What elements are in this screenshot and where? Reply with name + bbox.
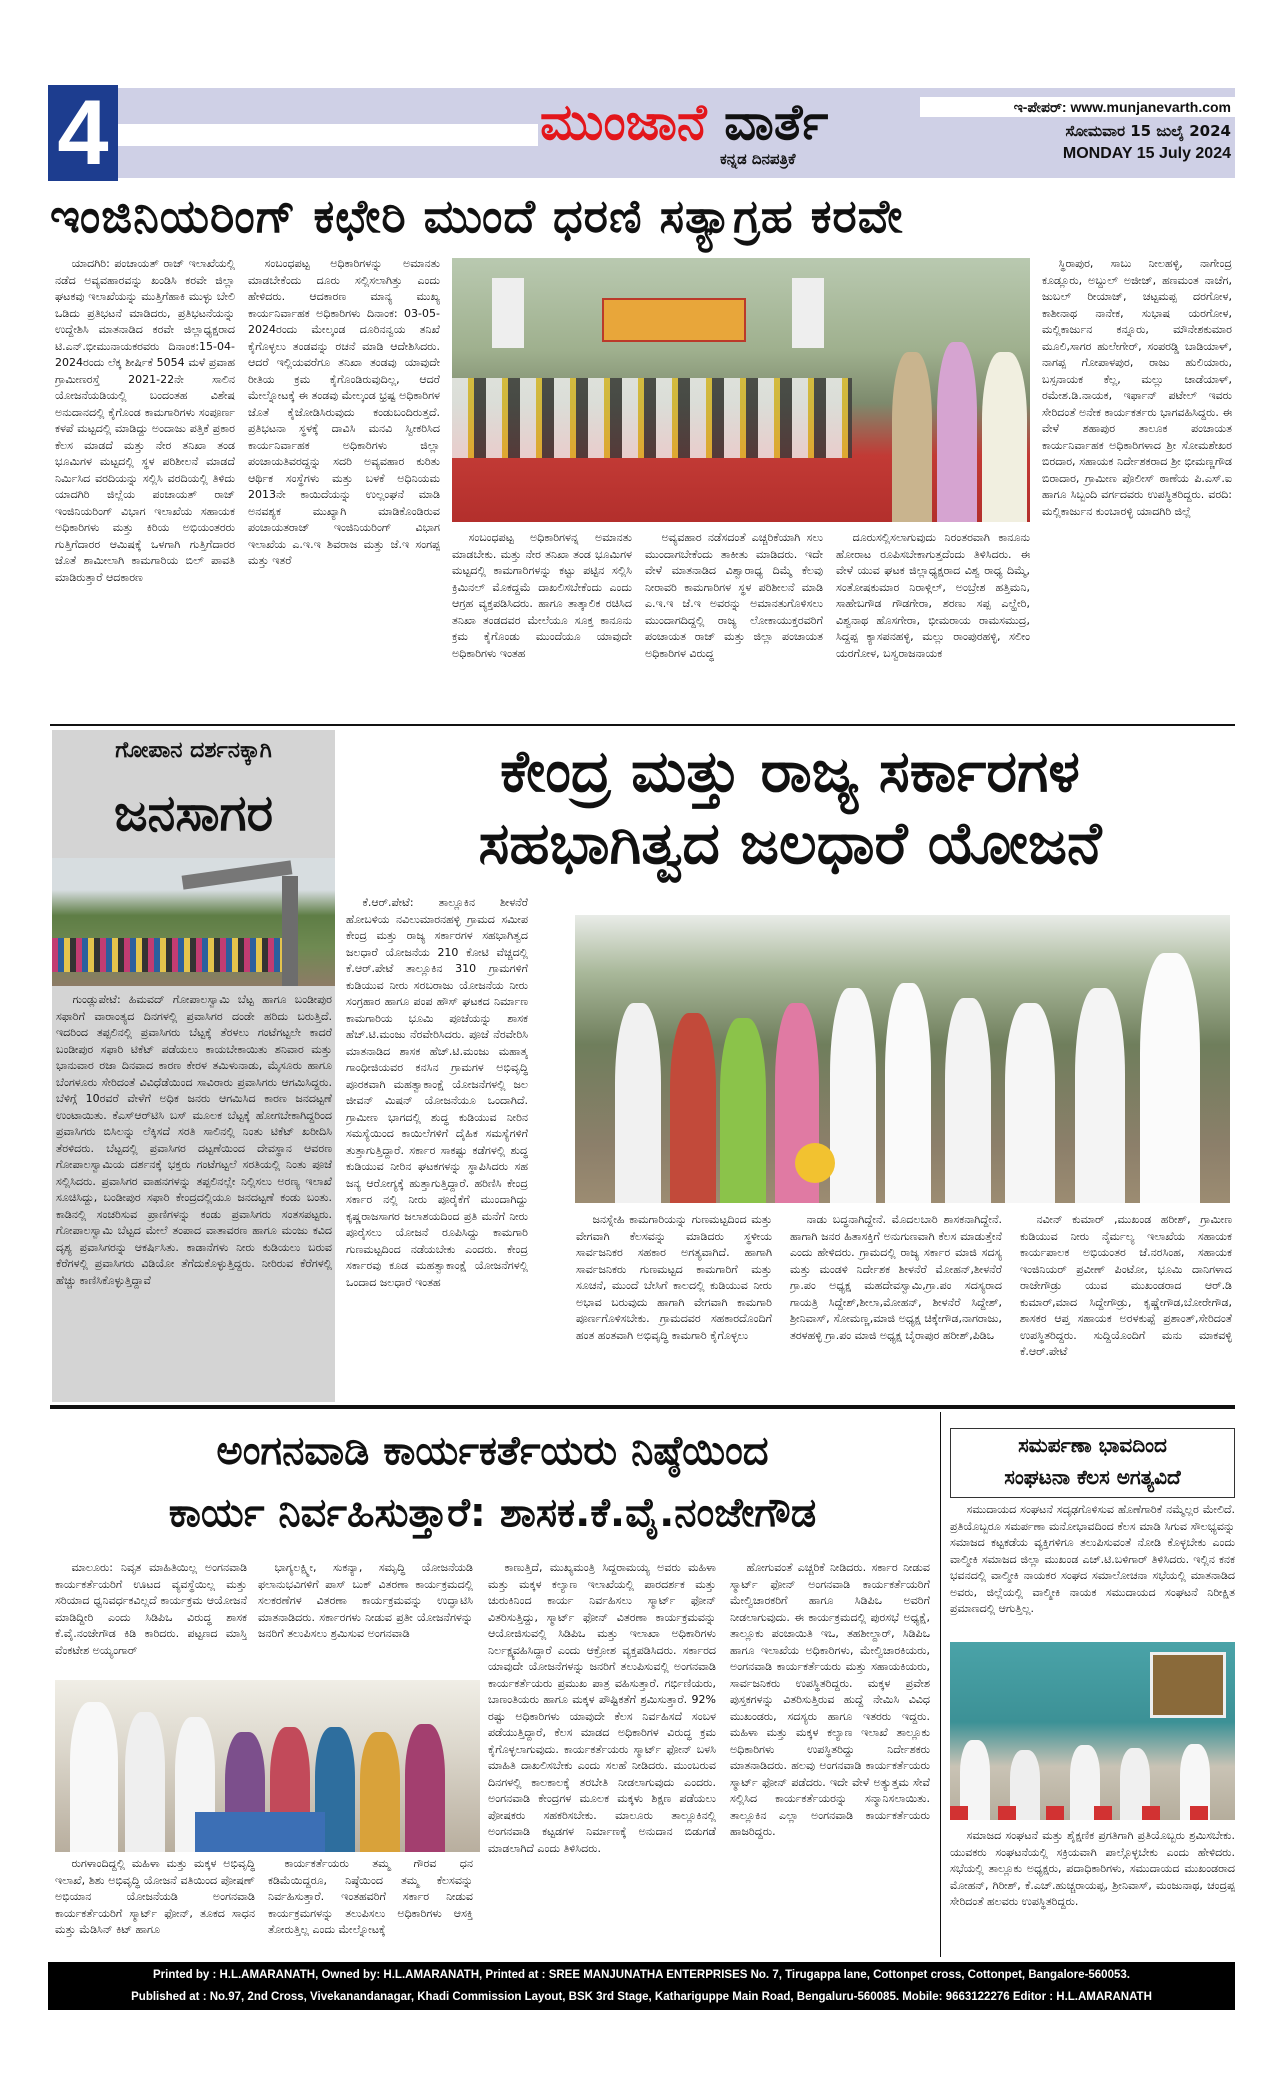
imprint-line1: Printed by : H.L.AMARANATH, Owned by: H.L.AMARANATH, Printed at : SREE MANJUNATHA ENTERPRISES No. 7, Tirugappa lane, Cottonpet cross, Cottonpet, Bangalore-560053. xyxy=(153,1969,1130,1981)
story1-column: ಅವ್ಯವಹಾರ ನಡೆಸದಂತೆ ಎಚ್ಚರಿಕೆಯಾಗಿ ಸಲು ಮುಂದಾಗಬೇಕೆಂದು ತಾಕೀತು ಮಾಡಿದರು. ಇದೇ ವೇಳೆ ಮಾತನಾಡಿದ ವಿಶ್ವಾರಾಧ್ಯ ದಿಮ್ಮೆ ಕೆಲವು ನೀರಾವರಿ ಕಾಮಗಾರಿಗಳ ಸ್ಥಳ ಪರಿಶೀಲನೆ ಮಾಡಿ ಎ.ಇ.ಇ ಜೆ.ಇ ಅವರನ್ನು ಅಮಾನತುಗೊಳಿಸಲು ಮುಂದಾಗದಿದ್ದಲ್ಲಿ ರಾಜ್ಯ ಲೋಕಾಯುಕ್ತರವರಿಗೆ ಪಂಚಾಯತ ರಾಜ್ ಮತ್ತು ಜಿಲ್ಲಾ ಪಂಚಾಯತ ಅಧಿಕಾರಿಗಳ ವಿರುದ್ಧ xyxy=(645,531,823,660)
person xyxy=(720,1018,766,1203)
page-number: 4 xyxy=(48,85,118,181)
person xyxy=(70,1702,118,1852)
protest-photo xyxy=(452,258,1030,522)
story4-column: ಮಾಲೂರು: ನಿವೃತ ಮಾಹಿತಿಯಿಲ್ಲ ಅಂಗನವಾಡಿ ಕಾರ್ಯಕರ್ತೆಯರಿಗೆ ಊಟದ ವ್ಯವಸ್ಥೆಯಿಲ್ಲ ಮತ್ತು ಸರಿಯಾದ ಧ್ವನಿವರ್ಧಕವಿಲ್ಲದೆ ಕಾರ್ಯಕ್ರಮ ಆಯೋಜನೆ ಮಾಡಿದ್ದೀರಿ ಎಂದು ಸಿಡಿಪಿಒ ವಿರುದ್ಧ ಶಾಸಕ ಕೆ.ವೈ.ನಂಜೇಗೌಡ ಕಿಡಿ ಕಾರಿದರು. ಪಟ್ಟಣದ ಮಾಸ್ತಿ ವೆಂಕಟೇಶ ಅಯ್ಯಂಗಾರ್ xyxy=(55,1561,247,1657)
person xyxy=(615,1003,661,1203)
person xyxy=(945,998,991,1203)
story4-column: ಕಾಣುತ್ತಿದೆ, ಮುಖ್ಯಮಂತ್ರಿ ಸಿದ್ದರಾಮಯ್ಯ ಅವರು ಮಹಿಳಾ ಮತ್ತು ಮಕ್ಕಳ ಕಲ್ಯಾಣ ಇಲಾಖೆಯಲ್ಲಿ ಪಾರದರ್ಶಕ ಮತ್ತು ಚುರುಕಿನಿಂದ ಕಾರ್ಯ ನಿರ್ವಹಿಸಲು ಸ್ಮಾರ್ಟ್ ಫೋನ್ ವಿತರಿಸುತ್ತಿದ್ದು, ಸ್ಮಾರ್ಟ್ ಫೋನ್ ವಿತರಣಾ ಕಾರ್ಯಕ್ರಮವನ್ನು ಆಯೋಜಿಸುವಲ್ಲಿ ಸಿಡಿಪಿಒ ಮತ್ತು ಇಲಾಖಾ ಅಧಿಕಾರಿಗಳು ನಿರ್ಲಕ್ಷ್ಯವಹಿಸಿದ್ದಾರೆ ಎಂದು ಆಕ್ರೋಶ ವ್ಯಕ್ತಪಡಿಸಿದರು. ಸರ್ಕಾರದ ಯಾವುದೇ ಯೋಜನೆಗಳನ್ನು ಜನರಿಗೆ ತಲುಪಿಸುವಲ್ಲಿ ಅಂಗನವಾಡಿ ಕಾರ್ಯಕರ್ತೆಯರು ಪ್ರಮುಖ ಪಾತ್ರ ವಹಿಸುತ್ತಾರೆ. ಗರ್ಭಿಣಿಯರು, ಬಾಣಂತಿಯರು ಹಾಗೂ ಮಕ್ಕಳ ಪೌಷ್ಟಿಕತೆಗೆ ಶ್ರಮಿಸುತ್ತಾರೆ. 92% ರಷ್ಟು ಅಧಿಕಾರಿಗಳು ಯಾವುದೇ ಕೆಲಸ ನಿರ್ವಹಿಸದೆ ಸಂಬಳ ಪಡೆಯುತ್ತಿದ್ದಾರೆ, ಕೆಲಸ ಮಾಡದ ಅಧಿಕಾರಿಗಳ ವಿರುದ್ಧ ಕ್ರಮ ಕೈಗೊಳ್ಳಲಾಗುವುದು. ಕಾರ್ಯಕರ್ತೆಯರು ಸ್ಮಾರ್ಟ್ ಫೋನ್ ಬಳಸಿ ಮಾಹಿತಿ ದಾಖಲಿಸಬೇಕು ಎಂದು ಸಲಹೆ ನೀಡಿದರು. ಮುಂಬರುವ ದಿನಗಳಲ್ಲಿ ಕಾಲಕಾಲಕ್ಕೆ ತರಬೇತಿ ನೀಡಲಾಗುವುದು ಎಂದರು. ಅಂಗನವಾಡಿ ಕೇಂದ್ರಗಳ ಮೂಲಕ ಮಕ್ಕಳು ಶಿಕ್ಷಣ ಪಡೆಯಲು ಪೋಷಕರು ಸಹಕರಿಸಬೇಕು. ಮಾಲೂರು ತಾಲ್ಲೂಕಿನಲ್ಲಿ ಅಂಗನವಾಡಿ ಕಟ್ಟಡಗಳ ನಿರ್ಮಾಣಕ್ಕೆ ಅನುದಾನ ಬಿಡುಗಡೆ ಮಾಡಲಾಗಿದೆ ಎಂದು ತಿಳಿಸಿದರು. xyxy=(488,1561,716,1855)
epaper-link[interactable]: ಇ-ಪೇಪರ್: www.munjanevarth.com xyxy=(920,97,1235,117)
story1-column: ದೂರುಸಲ್ಲಿಸಲಾಗುವುದು ನಿರಂತರವಾಗಿ ಕಾನೂನು ಹೋರಾಟ ರೂಪಿಸಬೇಕಾಗುತ್ತದೆಂದು ತಿಳಿಸಿದರು. ಈ ವೇಳೆ ಯುವ ಘಟಕ ಜಿಲ್ಲಾಧ್ಯಕ್ಷರಾದ ವಿಶ್ವ ರಾಧ್ಯ ದಿಮ್ಮೆ, ಸಂತೋಷಕುಮಾರ ನಿರಾಳ್ಗಿಲ್, ಅಂಬ್ರೇಶ ಹತ್ತಿಮನಿ, ಸಾಹೇಬಗೌಡ ಗೌಡಗೇರಾ, ಶರಣು ಸಪ್ಪ ಎಲ್ಹೇರಿ, ವಿಶ್ವನಾಥ ಹೊಸಗೇರಾ, ಭೀಮರಾಯ ರಾಮಸಮುದ್ರ, ಸಿದ್ದಪ್ಪ ಕ್ಯಾಸಪನಹಳ್ಳಿ, ಮಲ್ಲು ರಾಂಪುರಹಳ್ಳಿ, ಸಲೀಂ ಯರಗೋಳ, ಬಸ್ವರಾಜನಾಯಕ xyxy=(836,531,1030,660)
story1-column: ಸ್ಥಿರಾಪುರ, ಸಾಬು ನೀಲಹಳ್ಳಿ, ನಾಗೇಂದ್ರ ಕೂಡ್ಲೂರು, ಅಬ್ದುಲ್ ಅಜೀಜ್, ಹಣಮಂತ ನಾಚೆಗ, ಜುಬಲ್ ರೀಯಾಜ್, ಚಟ್ಟಮಪ್ಪ ದರಗೋಳ, ಕಾಶೀನಾಥ ನಾನೇಕ, ಸುಭಾಷ ಯರಗೋಳ, ಮಲ್ಲಿಕಾರ್ಜುನ ಕನ್ನೂರು, ಮೌನೇಶಕುಮಾರ ಮೂಲಿ,ಸಾಗರ ಹುಲೇಗೇರ್, ಸಂಪರಡ್ಡಿ ಬಾಡಿಯಾಳ್, ನಾಗಪ್ಪ ಗೋಪಾಳಪುರ, ರಾಜು ಹುಲಿಯಾರು, ಬಸ್ಸನಾಯಕ ಕೆಲ್ಲ, ಮಲ್ಲು ಚಾಡೆಯಾಳ್, ರಮೇಶ.ಡಿ.ನಾಯಕ, ಇರ್ಫಾನ್ ಪಟೇಲ್ ಇವರು ಸೇರಿದಂತೆ ಅನೇಕ ಕಾರ್ಯಕರ್ತರು ಭಾಗವಹಿಸಿದ್ದರು. ಈ ವೇಳೆ ಶಹಾಪುರ ತಾಲೂಕ ಪಂಚಾಯತ ಕಾರ್ಯನಿರ್ವಾಹಕ ಅಧಿಕಾರಿಗಳಾದ ಶ್ರೀ ಸೋಮಶೇಖರ ಬಿರದಾರ, ಸಹಾಯಕ ನಿರ್ದೇಶಕರಾದ ಶ್ರೀ ಭೀಮಣ್ಣಗೌಡ ಬಿರಾದಾರ, ಗ್ರಾಮೀಣ ಪೊಲೀಸ್ ಠಾಣೆಯ ಪಿ.ಎಸ್.ಐ ಹಾಗೂ ಸಿಬ್ಬಂದಿ ವರ್ಗದವರು ಉಪಸ್ಥಿತರಿದ್ದರು. ವರದಿ: ಮಲ್ಲಿಕಾರ್ಜುನ ಕುಂಬಾರಳ್ಳಿ ಯಾದಗಿರಿ ಜಿಲ್ಲೆ xyxy=(1042,257,1232,518)
window xyxy=(1150,1652,1226,1718)
headline-story3 xyxy=(345,735,1235,879)
person xyxy=(360,1732,400,1852)
story1-column: ಸಂಬಂಧಪಟ್ಟ ಅಧಿಕಾರಿಗಳನ್ನ ಅಮಾನತು ಮಾಡಬೇಕು. ಮತ್ತು ನೇರ ತನಿಖಾ ತಂಡ ಭೂಮಿಗಳ ಮಟ್ಟದಲ್ಲಿ ಕಾಮಗಾರಿಗಳನ್ನು ಕಟ್ಟು ಪಟ್ಟಿನ ಸಲ್ಲಿಸಿ ಕ್ರಿಮಿನಲ್ ಮೊಕದ್ದಮೆ ದಾಖಲಿಸಬೇಕೆಂದು ಎಂದು ಆಗ್ರಹ ವ್ಯಕ್ತಪಡಿಸಿದರು. ಹಾಗೂ ತಾತ್ಕಾಲಿಕ ರಚಿಸಿದ ತನಿಖಾ ತಂಡದವರ ಮೇಲೆಯೂ ಸೂಕ್ತ ಕಾನೂನು ಕ್ರಮ ಕೈಗೊಂಡು ಮುಂದೆಯೂ ಯಾವುದೇ ಅಧಿಕಾರಿಗಳು ಇಂತಹ xyxy=(452,531,632,660)
gate-pillar xyxy=(792,278,824,348)
story4-column: ಭಾಗ್ಯಲಕ್ಷ್ಮೀ, ಸುಕನ್ಯಾ, ಸಮೃದ್ಧಿ ಯೋಜನೆಯಡಿ ಫಲಾನುಭವಿಗಳಿಗೆ ಪಾಸ್ ಬುಕ್ ವಿತರಣಾ ಕಾರ್ಯಕ್ರಮದಲ್ಲಿ ಸಲಕರಣೆಗಳ ವಿತರಣಾ ಕಾರ್ಯಕ್ರಮವನ್ನು ಉದ್ಘಾಟಿಸಿ ಮಾತನಾಡಿದರು. ಸರ್ಕಾರಗಳು ನೀಡುವ ಪ್ರತೀ ಯೋಜನೆಗಳನ್ನು ಜನರಿಗೆ ತಲುಪಿಸಲು ಶ್ರಮಿಸುವ ಅಂಗನವಾಡಿ xyxy=(258,1561,473,1640)
story3-column: ನವೀನ್ ಕುಮಾರ್ ,ಮುಖಂಡ ಹರೀಶ್, ಗ್ರಾಮೀಣ ಕುಡಿಯುವ ನೀರು ನೈರ್ಮಲ್ಯ ಇಲಾಖೆಯ ಸಹಾಯಕ ಕಾರ್ಯಪಾಲಕ ಅಭಿಯಂತರ ಜೆ.ನರಸಿಂಹ, ಸಹಾಯಕ ಇಂಜಿನಿಯರ್ ಪ್ರವೀಣ್ ಪಿಂಟೋ, ಭೂಮಿ ದಾನಿಗಳಾದ ರಾಜೇಗೌಡ್ರು ಯುವ ಮುಖಂಡರಾದ ಆರ್.ಡಿ ಕುಮಾರ್,ಮಾದ ಸಿದ್ದೇಗೌಡ್ರು, ಕೃಷ್ಣೇಗೌಡ,ಬೋರೇಗೌಡ, ಶಾಸಕರ ಆಪ್ತ ಸಹಾಯಕ ಅರಳಕುಪ್ಪೆ ಪ್ರಶಾಂತ್,ಸೇರಿದಂತೆ ಉಪಸ್ಥಿತರಿದ್ದರು. ಸುದ್ದಿಯೊಂದಿಗೆ ಮನು ಮಾಕವಳ್ಳಿ ಕೆ.ಆರ್.ಪೇಟೆ xyxy=(1020,1213,1232,1358)
story4-column: ರುಗಳಾಂದಿದ್ದಲ್ಲಿ ಮಹಿಳಾ ಮತ್ತು ಮಕ್ಕಳ ಅಭಿವೃದ್ಧಿ ಇಲಾಖೆ, ಶಿಶು ಅಭಿವೃದ್ಧಿ ಯೋಜನೆ ವತಿಯಿಂದ ಪೋಷಣ್ ಅಭಿಯಾನ ಯೋಜನೆಯಡಿ ಅಂಗನವಾಡಿ ಕಾರ್ಯಕರ್ತೆಯರಿಗೆ ಸ್ಮಾರ್ಟ್ ಫೋನ್, ತೂಕದ ಸಾಧನ ಮತ್ತು ಮೆಡಿಸಿನ್ ಕಿಟ್ ಹಾಗೂ xyxy=(55,1857,255,1936)
headline-line1: ಸಮರ್ಪಣಾ ಭಾವದಿಂದ xyxy=(1018,1433,1167,1457)
chairs xyxy=(950,1806,1235,1820)
masthead-rule xyxy=(118,124,538,146)
headline-line2: ಸಹಭಾಗಿತ್ವದ ಜಲಧಾರೆ ಯೋಜನೆ xyxy=(478,809,1102,877)
person xyxy=(670,1013,716,1203)
story5-body-top: ಸಮುದಾಯದ ಸಂಘಟನೆ ಸದೃಢಗೊಳಿಸುವ ಹೊಣೆಗಾರಿಕೆ ನಮ್ಮೆಲ್ಲರ ಮೇಲಿದೆ. ಪ್ರತಿಯೊಬ್ಬರೂ ಸಮರ್ಪಣಾ ಮನೋಭಾವದಿಂದ ಕೆಲಸ ಮಾಡಿ ಸಿಗುವ ಸೌಲಭ್ಯವನ್ನು ಸಮಾಜದ ಕಟ್ಟಕಡೆಯ ವ್ಯಕ್ತಿಗಳಿಗೂ ತಲುಪಿಸುವಂತೆ ನೋಡಿ ಕೊಳ್ಳಬೇಕು ಎಂದು ವಾಲ್ಮೀಕಿ ಸಮಾಜದ ಜಿಲ್ಲಾ ಮುಖಂಡ ಎಚ್.ಟಿ.ಬಳಿಗಾರ್ ತಿಳಿಸಿದರು. ಇಲ್ಲಿನ ಕನಕ ಭವನದಲ್ಲಿ ವಾಲ್ಮೀಕಿ ನಾಯಕರ ಸಂಘದ ಸಮಾಲೋಚನಾ ಸಭೆಯಲ್ಲಿ ಮಾತನಾಡಿದ ಅವರು, ಜಿಲ್ಲೆಯಲ್ಲಿ ವಾಲ್ಮೀಕಿ ನಾಯಕ ಸಮುದಾಯದ ಸಂಘಟನೆ ನಿರೀಕ್ಷಿತ ಪ್ರಮಾಣದಲ್ಲಿ ಆಗುತ್ತಿಲ್ಲ. xyxy=(950,1503,1235,1615)
arch xyxy=(182,860,293,889)
standing-person xyxy=(982,352,1027,522)
story2-kicker: ಗೋಪಾನ ದರ್ಶನಕ್ಕಾಗಿ xyxy=(115,738,272,763)
headline-story5 xyxy=(950,1428,1235,1498)
story4-column: ಹೋಗುವಂತೆ ಎಚ್ಚರಿಕೆ ನೀಡಿದರು. ಸರ್ಕಾರ ನೀಡುವ ಸ್ಮಾರ್ಟ್ ಫೋನ್ ಅಂಗನವಾಡಿ ಕಾರ್ಯಕರ್ತೆಯರಿಗೆ ಮೇಲ್ವಿಚಾರಕರಿಗೆ ಹಾಗೂ ಸಿಡಿಪಿಒ ಅವರಿಗೆ ನೀಡಲಾಗುವುದು. ಈ ಕಾರ್ಯಕ್ರಮದಲ್ಲಿ ಪುರಸಭೆ ಅಧ್ಯಕ್ಷೆ, ತಾಲ್ಲೂಕು ಪಂಚಾಯಿತಿ ಇಒ, ತಹಶೀಲ್ದಾರ್, ಸಿಡಿಪಿಒ ಹಾಗೂ ಇಲಾಖೆಯ ಅಧಿಕಾರಿಗಳು, ಮೇಲ್ವಿಚಾರಕಿಯರು, ಅಂಗನವಾಡಿ ಕಾರ್ಯಕರ್ತೆಯರು ಮತ್ತು ಸಹಾಯಕಿಯರು, ಸಾರ್ವಜನಿಕರು ಉಪಸ್ಥಿತರಿದ್ದರು. ಮಕ್ಕಳ ಪ್ರವೇಶ ಪುಸ್ತಕಗಳನ್ನು ವಿತರಿಸುತ್ತಿರುವ ಹುದ್ದೆ ನೇಮಿಸಿ ವಿವಿಧ ಮುಖಂಡರು, ಸದಸ್ಯರು ಹಾಗೂ ಇತರರು ಇದ್ದರು. ಮಹಿಳಾ ಮತ್ತು ಮಕ್ಕಳ ಕಲ್ಯಾಣ ಇಲಾಖೆ ತಾಲ್ಲೂಕು ಅಧಿಕಾರಿಗಳು ಉಪಸ್ಥಿತರಿದ್ದು ನಿರ್ದೇಶಕರು ಮಾತನಾಡಿದರು. ಹಲವು ಅಂಗನವಾಡಿ ಕಾರ್ಯಕರ್ತೆಯರು ಸ್ಮಾರ್ಟ್ ಫೋನ್ ಪಡೆದರು. ಇದೇ ವೇಳೆ ಅತ್ಯುತ್ತಮ ಸೇವೆ ಸಲ್ಲಿಸಿದ ಕಾರ್ಯಕರ್ತೆಯರನ್ನು ಸನ್ಮಾನಿಸಲಾಯಿತು. ತಾಲ್ಲೂಕಿನ ಎಲ್ಲಾ ಅಂಗನವಾಡಿ ಕಾರ್ಯಕರ್ತೆಯರು ಹಾಜರಿದ್ದರು. xyxy=(730,1561,930,1838)
imprint-footer xyxy=(48,1962,1235,2010)
date-english: MONDAY 15 July 2024 xyxy=(1062,145,1231,162)
date-kannada: ಸೋಮವಾರ 15 ಜುಲೈ 2024 xyxy=(1065,122,1231,140)
standing-person xyxy=(892,352,932,522)
column-divider xyxy=(940,1412,941,1957)
headline-line1: ಕೇಂದ್ರ ಮತ್ತು ರಾಜ್ಯ ಸರ್ಕಾರಗಳ xyxy=(500,737,1080,805)
groundbreaking-photo xyxy=(575,915,1230,1203)
queue-of-people xyxy=(52,938,282,972)
person xyxy=(885,983,931,1203)
headline-line2: ಕಾರ್ಯ ನಿರ್ವಹಿಸುತ್ತಾರೆ: ಶಾಸಕ.ಕೆ.ವೈ.ನಂಜೇಗೌಡ xyxy=(168,1490,817,1536)
person xyxy=(1140,953,1200,1203)
story2-title: ಜನಸಾಗರ xyxy=(113,784,274,842)
person xyxy=(1005,1003,1055,1203)
story1-column: ಸಂಬಂಧಪಟ್ಟ ಅಧಿಕಾರಿಗಳನ್ನು ಅಮಾನತು ಮಾಡಬೇಕೆಂದು ದೂರು ಸಲ್ಲಿಸಲಾಗಿತ್ತು ಎಂದು ಹೇಳಿದರು. ಆದಕಾರಣ ಮಾನ್ಯ ಮುಖ್ಯ ಕಾರ್ಯನಿರ್ವಾಹಕ ಅಧಿಕಾರಿಗಳು ದಿನಾಂಕ: 03-05-2024ರಂದು ಮೇಲ್ಕಂಡ ದೂರಿನನ್ವಯ ತನಿಖೆ ಕೈಗೊಳ್ಳಲು ತಂಡವನ್ನು ರಚನೆ ಮಾಡಿ ಆದೇಶಿಸಿದರು. ಆದರೆ ಇಲ್ಲಿಯವರೆಗೂ ತನಿಖಾ ತಂಡವು ಯಾವುದೇ ರೀತಿಯ ಕ್ರಮ ಕೈಗೊಂಡಿರುವುದಿಲ್ಲ, ಆದರೆ ಮೇಲ್ನೋಟಕ್ಕೆ ಈ ತಂಡವು ಮೇಲ್ಕಂಡ ಭ್ರಷ್ಟ ಅಧಿಕಾರಿಗಳ ಜೊತೆ ಕೈಜೋಡಿಸಿರುವುದು ಕಂಡುಬಂದಿರುತ್ತದೆ. ಪ್ರತಿಭಟನಾ ಸ್ಥಳಕ್ಕೆ ದಾವಿಸಿ ಮನವಿ ಸ್ವೀಕರಿಸಿದ ಕಾರ್ಯನಿರ್ವಾಹಕ ಅಧಿಕಾರಿಗಳು ಜಿಲ್ಲಾ ಪಂಚಾಯತಿವರದ್ದನ್ನು ಸದರಿ ಅವ್ಯವಹಾರ ಕುರಿತು ಆರ್ಥಿಕ ಸಂಸ್ಥೆಗಳು ಮತ್ತು ಬಳಕೆ ಅಧಿನಿಯಮ 2013ನೇ ಕಾಯಿದೆಯನ್ನು ಉಲ್ಲಂಘನೆ ಮಾಡಿ ಅನವಶ್ಯಕ ಮುಖ್ಯಾಗಿ ಮಾಡಿಕೊಂಡಿರುವ ಪಂಚಾಯತರಾಜ್ ಇಂಜಿನಿಯರಿಂಗ್ ವಿಭಾಗ ಇಲಾಖೆಯ ಎ.ಇ.ಇ ಶಿವರಾಜ ಮತ್ತು ಜೆ.ಇ ಸಂಗಪ್ಪ ಮತ್ತು ಇತರೆ xyxy=(248,257,440,567)
story2-body: ಗುಂಡ್ಲುಪೇಟೆ: ಹಿಮವದ್ ಗೋಪಾಲಸ್ವಾಮಿ ಬೆಟ್ಟ ಹಾಗೂ ಬಂಡೀಪುರ ಸಫಾರಿಗೆ ವಾರಾಂತ್ಯದ ದಿನಗಳಲ್ಲಿ ಪ್ರವಾಸಿಗರ ದಂಡೇ ಹರಿದು ಬರುತ್ತಿದೆ. ಇದರಿಂದ ತಪ್ಪಲಿನಲ್ಲಿ ಪ್ರವಾಸಿಗರು ಬೆಟ್ಟಕ್ಕೆ ತೆರಳಲು ಗಂಟೆಗಟ್ಟಲೇ ಕಾದರೆ ಬಂಡೀಪುರ ಸಫಾರಿ ಟಿಕೆಟ್ ಪಡೆಯಲು ಕಾಯಬೇಕಾಯಿತು ಶನಿವಾರ ಮತ್ತು ಭಾನುವಾರ ರಜಾ ದಿನವಾದ ಕಾರಣ ಕೇರಳ ತಮಿಳುನಾಡು, ಮೈಸೂರು ಹಾಗೂ ಬೆಂಗಳೂರು ಸೇರಿದಂತೆ ವಿವಿಧೆಡೆಯಿಂದ ಸಾವಿರಾರು ಪ್ರವಾಸಿಗರು ಆಗಮಿಸಿದ್ದರು. ಬೆಳಿಗ್ಗೆ 10ರವರೆ ವೇಳೆಗೆ ಅಧಿಕ ಜನರು ಆಗಮಿಸಿದ ಕಾರಣ ಜನದಟ್ಟಣೆ ಉಂಟಾಯಿತು. ಕೆಎಸ್‌ಆರ್‌ಟಿಸಿ ಬಸ್ ಮೂಲಕ ಬೆಟ್ಟಕ್ಕೆ ಹೋಗಬೇಕಾಗಿದ್ದರಿಂದ ಪ್ರವಾಸಿಗರು ಬಿಸಿಲನ್ನು ಲೆಕ್ಕಿಸದೆ ಸರತಿ ಸಾಲಿನಲ್ಲಿ ನಿಂತು ಟಿಕೆಟ್ ಖರೀದಿಸಿ ತೆರಳಿದರು. ಬೆಟ್ಟದಲ್ಲಿ ಪ್ರವಾಸಿಗರ ದಟ್ಟಣೆಯಿಂದ ದೇವಸ್ಥಾನ ಆವರಣ ಗೋಪಾಲಸ್ವಾಮಿಯ ದರ್ಶನಕ್ಕೆ ಭಕ್ತರು ಗಂಟೆಗಟ್ಟಲೆ ಸರತಿಯಲ್ಲಿ ನಿಂತು ಪೂಜೆ ಸಲ್ಲಿಸಿದರು. ಪ್ರವಾಸಿಗರ ವಾಹನಗಳನ್ನು ತಪ್ಪಲಿನಲ್ಲೇ ನಿಲ್ಲಿಸಲು ಅರಣ್ಯ ಇಲಾಖೆ ಸೂಚಿಸಿದ್ದು, ಬಂಡೀಪುರ ಸಫಾರಿ ಕೇಂದ್ರದಲ್ಲಿಯೂ ಜನದಟ್ಟಣೆ ಕಂಡು ಬಂತು. ಕಾಡಿನಲ್ಲಿ ಸಂಚರಿಸುವ ಪ್ರಾಣಿಗಳನ್ನು ಕಂಡು ಪ್ರವಾಸಿಗರು ಸಂತಸಪಟ್ಟರು. ಗೋಪಾಲಸ್ವಾಮಿ ಬೆಟ್ಟದ ಮೇಲೆ ತಂಪಾದ ವಾತಾವರಣ ಹಾಗೂ ಮಂಜು ಕವಿದ ದೃಶ್ಯ ಪ್ರವಾಸಿಗರನ್ನು ಆಕರ್ಷಿಸಿತು. ಕಾಡಾನೆಗಳು ನೀರು ಕುಡಿಯಲು ಬರುವ ಕೆರೆಗಳಲ್ಲಿ ಪ್ರವಾಸಿಗರು ವಿಡಿಯೋ ತೆಗೆದುಕೊಳ್ಳುತ್ತಿದ್ದರು. ನೀರಿರುವ ಕೆರೆಗಳಲ್ಲಿ ಹೆಚ್ಚು ಕಾಣಿಸಿಕೊಳ್ಳುತ್ತಿದ್ದಾವೆ xyxy=(56,993,332,1287)
person xyxy=(1075,988,1125,1203)
gate-pillar xyxy=(492,278,524,348)
seated-crowd xyxy=(452,378,852,458)
section-divider xyxy=(50,724,1235,726)
standing-person xyxy=(937,342,977,522)
crowd-photo xyxy=(52,858,335,986)
headline-story4 xyxy=(50,1420,935,1544)
logo-part1: ಮುಂಜಾನೆ xyxy=(540,93,707,151)
banner xyxy=(602,298,746,342)
anganwadi-photo xyxy=(55,1680,480,1852)
meeting-photo xyxy=(950,1642,1235,1820)
story4-column: ಕಾರ್ಯಕರ್ತೆಯರು ತಮ್ಮ ಗೌರವ ಧನ ಕಡಿಮೆಯಿದ್ದರೂ, ನಿಷ್ಠೆಯಿಂದ ತಮ್ಮ ಕೆಲಸವನ್ನು ನಿರ್ವಹಿಸುತ್ತಾರೆ. ಇಂತಹವರಿಗೆ ಸರ್ಕಾರ ನೀಡುವ ಕಾರ್ಯಕ್ರಮಗಳನ್ನು ತಲುಪಿಸಲು ಅಧಿಕಾರಿಗಳು ಆಸಕ್ತಿ ತೋರುತ್ತಿಲ್ಲ ಎಂದು ಮೇಲ್ನೋಟಕ್ಕೆ xyxy=(268,1857,473,1936)
headline-story1: ಇಂಜಿನಿಯರಿಂಗ್ ಕಛೇರಿ ಮುಂದೆ ಧರಣಿ ಸತ್ಯಾಗ್ರಹ ಕರವೇ xyxy=(50,189,904,243)
person xyxy=(125,1712,165,1852)
headline-line2: ಸಂಘಟನಾ ಕೆಲಸ ಅಗತ್ಯವಿದೆ xyxy=(1004,1465,1181,1489)
arch-pillar xyxy=(282,876,298,986)
story3-column: ನಾಡು ಬದ್ಧನಾಗಿದ್ದೇನೆ. ಮೊದಲಬಾರಿ ಶಾಸಕನಾಗಿದ್ದೇನೆ. ಹಾಗಾಗಿ ಜನರ ಹಿತಾಸಕ್ತಿಗೆ ಅನುಗುಣವಾಗಿ ಕೆಲಸ ಮಾಡುತ್ತೇನೆ ಎಂದು ಹೇಳಿದರು. ಗ್ರಾಮದಲ್ಲಿ ರಾಜ್ಯ ಸರ್ಕಾರ ಮಾಜಿ ಸದಸ್ಯ ಮತ್ತು ಮಂಡಳಿ ನಿರ್ದೇಶಕ ಶೀಳನೆರೆ ಮೋಹನ್,ಶೀಳನೆರೆ ಗ್ರಾ.ಪಂ ಅಧ್ಯಕ್ಷ ಮಹದೇವಸ್ವಾಮಿ,ಗ್ರಾ.ಪಂ ಸದಸ್ಯರಾದ ಗಾಯತ್ರಿ ಸಿದ್ದೇಶ್,ಶೀಲಾ,ಮೋಹನ್, ಶೀಳನೆರೆ ಸಿದ್ದೇಶ್, ಶ್ರೀನಿವಾಸ್, ಸೋಮಣ್ಣ,ಮಾಜಿ ಅಧ್ಯಕ್ಷ ಚಿಕ್ಕೇಗೌಡ,ನಾಗರಾಜು, ತರಳಹಳ್ಳಿ ಗ್ರಾ.ಪಂ ಮಾಜಿ ಅಧ್ಯಕ್ಷ ಬೈರಾಪುರ ಹರೀಶ್,ಪಿಡಿಒ xyxy=(790,1213,1002,1342)
logo-part2: ವಾರ್ತೆ xyxy=(724,93,829,151)
puja-offering xyxy=(795,1143,835,1183)
section-divider xyxy=(50,1405,1235,1409)
story5-body-bottom: ಸಮಾಜದ ಸಂಘಟನೆ ಮತ್ತು ಶೈಕ್ಷಣಿಕ ಪ್ರಗತಿಗಾಗಿ ಪ್ರತಿಯೊಬ್ಬರು ಶ್ರಮಿಸಬೇಕು. ಯುವಕರು ಸಂಘಟನೆಯಲ್ಲಿ ಸಕ್ರಿಯವಾಗಿ ಪಾಲ್ಗೊಳ್ಳಬೇಕು ಎಂದು ಹೇಳಿದರು. ಸಭೆಯಲ್ಲಿ ತಾಲ್ಲೂಕು ಅಧ್ಯಕ್ಷರು, ಪದಾಧಿಕಾರಿಗಳು, ಸಮುದಾಯದ ಮುಖಂಡರಾದ ಮೋಹನ್, ಗಿರೀಶ್, ಕೆ.ಎಚ್.ಹುಚ್ಚರಾಯಪ್ಪ, ಶ್ರೀನಿವಾಸ್, ಮಂಜುನಾಥ, ಚಂದ್ರಪ್ಪ ಸೇರಿದಂತೆ ಹಲವರು ಉಪಸ್ಥಿತರಿದ್ದರು. xyxy=(950,1829,1235,1908)
person xyxy=(830,988,876,1203)
person xyxy=(405,1724,445,1852)
imprint-line2: Published at : No.97, 2nd Cross, Vivekanandanagar, Khadi Commission Layout, BSK 3rd Stage, Kathariguppe Main Road, Bengaluru-560085. Mobile: 9663122276 Editor : H.L.AMARANATH xyxy=(131,1991,1152,2003)
newspaper-logo xyxy=(540,92,828,152)
story1-column: ಯಾದಗಿರಿ: ಪಂಚಾಯತ್ ರಾಜ್ ಇಲಾಖೆಯಲ್ಲಿ ನಡೆದ ಅವ್ಯವಹಾರವನ್ನು ಖಂಡಿಸಿ ಕರವೇ ಜಿಲ್ಲಾ ಘಟಕವು ಇಲಾಖೆಯನ್ನು ಮುತ್ತಿಗೆಹಾಕಿ ಮುಳ್ಳು ಬೇಲಿ ಒಡಿದು ಪ್ರತಿಭಟನೆ ಮಾಡಿದರು, ಪ್ರತಿಭಟನೆಯನ್ನು ಉದ್ದೇಶಿಸಿ ಮಾತನಾಡಿದ ಕರವೇ ಜಿಲ್ಲಾಧ್ಯಕ್ಷರಾದ ಟಿ.ಎನ್.ಭೀಮುನಾಯಕರವರು ದಿನಾಂಕ:15-04-2024ರಂದು ಲೆಕ್ಕ ಶೀರ್ಷಿಕೆ 5054 ಮಳೆ ಪ್ರವಾಹ ಗ್ರಾಮೀಣರಸ್ತೆ 2021-22ನೇ ಸಾಲಿನ ಯೋಜನೆಯಡಿಯಲ್ಲಿ ಬಂದಂತಹ ವಿಶೇಷ ಅನುದಾನದಲ್ಲಿ ಕೈಗೊಂಡ ಕಾಮಗಾರಿಗಳು ಸಂಪೂರ್ಣ ಕಳಪೆ ಮಟ್ಟದಲ್ಲಿ ಮಾಡಿದ್ದು ಅಂದಾಜು ಪತ್ತಿಕೆ ಪ್ರಕಾರ ಕೆಲಸ ಮಾಡದೆ ಮತ್ತು ನೇರ ತನಿಖಾ ತಂಡ ಭೂಮಿಗಳ ಮಟ್ಟದಲ್ಲಿ ಸ್ಥಳ ಪರಿಶೀಲನೆ ಮಾಡದೆ ನಿರ್ಮಿಸಿದ ವರದಿಯನ್ನು ಸಲ್ಲಿಸಿ ವರದಿಯಲ್ಲಿ ತಿಳಿದು ಯಾದಗಿರಿ ಜಿಲ್ಲೆಯ ಪಂಚಾಯತ್ ರಾಜ್ ಇಂಜಿನಿಯರಿಂಗ್ ವಿಭಾಗ ಇಲಾಖೆಯ ಸಹಾಯಕ ಅಧಿಕಾರಿಗಳು ಮತ್ತು ಕಿರಿಯ ಅಭಿಯಂತರರು ಗುತ್ತಿಗೆದಾರರ ಆಮಿಷಕ್ಕೆ ಒಳಗಾಗಿ ಗುತ್ತಿಗೆದಾರರ ಜೊತೆ ಶಾಮೀಲಾಗಿ ಕಾಮಗಾರಿಯ ಬಿಲ್ ಪಾವತಿ ಮಾಡಿರುತ್ತಾರೆ ಆದಕಾರಣ xyxy=(55,257,235,584)
tagline: ಕನ್ನಡ ದಿನಪತ್ರಿಕೆ xyxy=(720,150,796,168)
story3-column: ಕೆ.ಆರ್.ಪೇಟೆ: ತಾಲ್ಲೂಕಿನ ಶೀಳನೆರೆ ಹೋಬಳಿಯ ನವಿಲುಮಾರನಹಳ್ಳಿ ಗ್ರಾಮದ ಸಮೀಪ ಕೇಂದ್ರ ಮತ್ತು ರಾಜ್ಯ ಸರ್ಕಾರಗಳ ಸಹಭಾಗಿತ್ವದ ಜಲಧಾರೆ ಯೋಜನೆಯ 210 ಕೋಟಿ ವೆಚ್ಚದಲ್ಲಿ ಕೆ.ಆರ್.ಪೇಟೆ ತಾಲ್ಲೂಕಿನ 310 ಗ್ರಾಮಗಳಿಗೆ ಕುಡಿಯುವ ನೀರು ಸರಬರಾಜು ಯೋಜನೆಯ ನೀರು ಸಂಗ್ರಹಾರ ಹಾಗೂ ಪಂಪ ಹೌಸ್ ಘಟಕದ ನಿರ್ಮಾಣ ಕಾಮಗಾರಿಯ ಭೂಮಿ ಪೂಜೆಯನ್ನು ಶಾಸಕ ಹೆಚ್.ಟಿ.ಮಂಜು ನೆರವೇರಿಸಿದರು. ಪೂಜೆ ನೆರವೇರಿಸಿ ಮಾತನಾಡಿದ ಶಾಸಕ ಹೆಚ್.ಟಿ.ಮಂಜು ಮಹಾತ್ಮ ಗಾಂಧೀಜಿಯವರ ಕನಸಿನ ಗ್ರಾಮಗಳ ಅಭಿವೃದ್ಧಿ ಪೂರಕವಾಗಿ ಮಹತ್ವಾಕಾಂಕ್ಷೆ ಯೋಜನೆಗಳಲ್ಲಿ ಜಲ ಜೀವನ್ ಮಿಷನ್ ಯೋಜನೆಯೂ ಒಂದಾಗಿದೆ. ಗ್ರಾಮೀಣ ಭಾಗದಲ್ಲಿ ಶುದ್ಧ ಕುಡಿಯುವ ನೀರಿನ ಸಮಸ್ಯೆಯಿಂದ ಕಾಯಿಲೆಗಳಿಗೆ ದೈಹಿಕ ಸಮಸ್ಯೆಗಳಿಗೆ ತುತ್ತಾಗುತ್ತಿದ್ದಾರೆ. ಸರ್ಕಾರ ಸಾಕಷ್ಟು ಕಡೆಗಳಲ್ಲಿ ಶುದ್ಧ ಕುಡಿಯುವ ನೀರಿನ ಘಟಕಗಳನ್ನು ಸ್ಥಾಪಿಸಿದರು ಸಹ ಜನ್ಯ ಆರೋಗ್ಯಕ್ಕೆ ಹುತ್ತಾಗುತ್ತಿದ್ದಾರೆ. ಹರಿಣಿಸಿ ಕೇಂದ್ರ ಸರ್ಕಾರ ನಲ್ಲಿ ನೀರು ಪೂರೈಕೆಗೆ ಮುಂದಾಗಿದ್ದು ಕೃಷ್ಣರಾಜಸಾಗರ ಜಲಾಶಯದಿಂದ ಪ್ರತಿ ಮನೆಗೆ ನೀರು ಪೂರೈಸಲು ಯೋಜನೆ ರೂಪಿಸಿದ್ದು ಕಾಮಗಾರಿ ಗುಣಮಟ್ಟದಿಂದ ನಡೆಯಬೇಕು ಎಂದರು. ಕೇಂದ್ರ ಸರ್ಕಾರವು ಕೂಡ ಮಹತ್ವಾಕಾಂಕ್ಷೆ ಯೋಜನೆಗಳಲ್ಲಿ ಒಂದಾದ ಜಲಧಾರೆ ಇಂತಹ xyxy=(346,896,528,1289)
table-with-garland xyxy=(195,1812,325,1852)
headline-line1: ಅಂಗನವಾಡಿ ಕಾರ್ಯಕರ್ತೆಯರು ನಿಷ್ಠೆಯಿಂದ xyxy=(216,1428,769,1474)
story3-column: ಜನಸ್ನೇಹಿ ಕಾಮಗಾರಿಯನ್ನು ಗುಣಮಟ್ಟದಿಂದ ಮತ್ತು ವೇಗವಾಗಿ ಕೆಲಸವನ್ನು ಮಾಡಿದರು ಸ್ಥಳೀಯ ಸಾರ್ವಜನಿಕರ ಸಹಕಾರ ಅಗತ್ಯವಾಗಿದೆ. ಹಾಗಾಗಿ ಸಾರ್ವಜನಿಕರು ಗುಣಮಟ್ಟದ ಕಾಮಗಾರಿಗೆ ಮತ್ತು ಸೂಚನೆ, ಮುಂದೆ ಬೇಸಿಗೆ ಕಾಲದಲ್ಲಿ ಕುಡಿಯುವ ನೀರು ಅಭಾವ ಬರುವುದು ಹಾಗಾಗಿ ವೇಗವಾಗಿ ಕಾಮಗಾರಿ ಪೂರ್ಣಗೊಳಿಸಬೇಕು. ಗ್ರಾಮದವರ ಸಹಕಾರದೊಂದಿಗೆ ಹಂತ ಹಂತವಾಗಿ ಅಭಿವೃದ್ಧಿ ಕಾಮಗಾರಿ ಕೈಗೊಳ್ಳಲು xyxy=(576,1213,772,1342)
